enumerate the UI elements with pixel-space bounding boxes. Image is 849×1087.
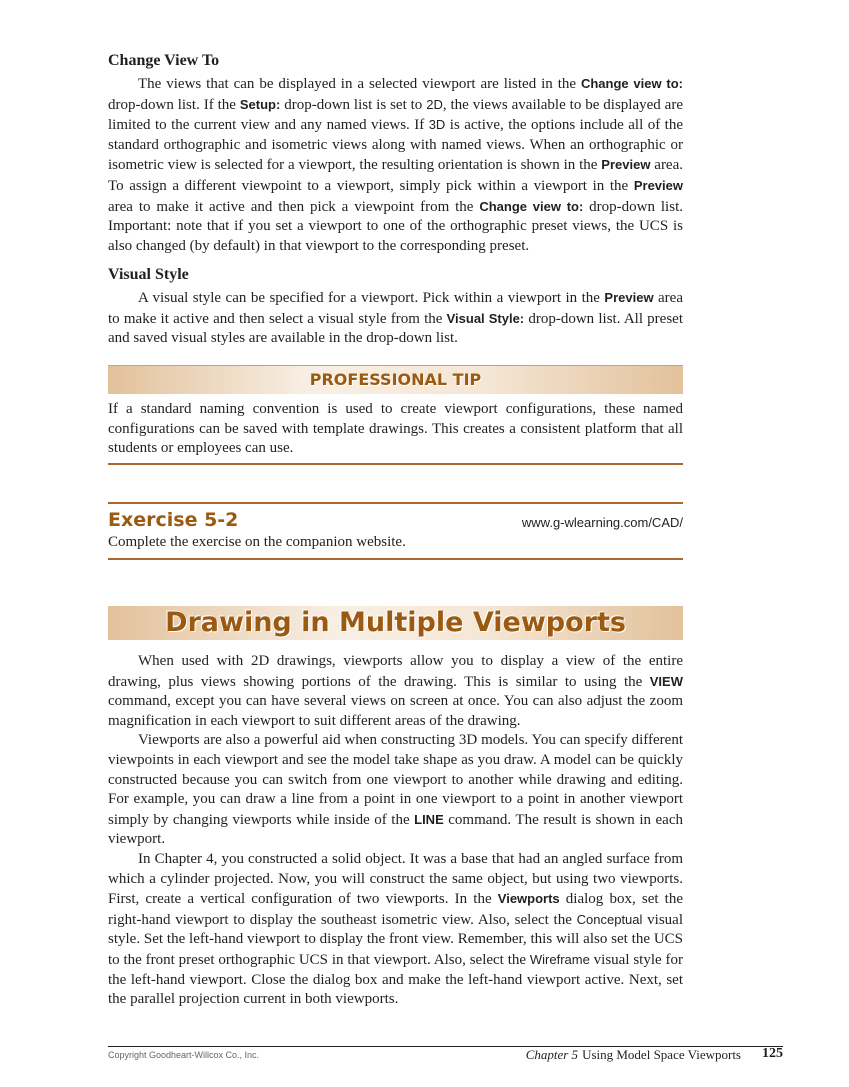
section-title: Drawing in Multiple Viewports — [165, 607, 626, 638]
text-run: is active, the options include all of the standard orthographic and isometric views along with named views. When an orthographic or isometric view is selected for a viewport, the resulting orientation is shown in the — [108, 117, 683, 174]
professional-tip — [108, 365, 683, 465]
paragraph — [108, 652, 683, 731]
text-run: area to make it active and then select a visual style from the — [108, 290, 683, 327]
section-body — [108, 74, 683, 256]
section-heading: Change View To — [108, 52, 220, 69]
main-section — [108, 606, 683, 1010]
copyright: Copyright Goodheart-Willcox Co., Inc. — [108, 1050, 260, 1060]
text-run: area to make it active and then pick a viewpoint from the — [108, 198, 480, 215]
ui-term: Setup: — [239, 96, 281, 112]
text-run: drop-down list. If the — [108, 96, 240, 113]
text-run: The views that can be displayed in a selected viewport are listed in the — [138, 76, 581, 92]
option-term: Wireframe — [529, 951, 590, 967]
ui-term: Change view to: — [479, 198, 584, 214]
exercise-text: Complete the exercise on the companion website. — [108, 534, 406, 550]
paragraph — [108, 731, 683, 850]
text-run: area. To assign a different viewpoint to a viewport, simply pick within a viewport in the — [108, 157, 683, 194]
section-body — [108, 288, 683, 349]
tip-title: PROFESSIONAL TIP — [309, 370, 482, 389]
option-term: Conceptual — [576, 911, 643, 927]
ui-term: Viewports — [497, 891, 560, 907]
page-footer — [108, 1046, 783, 1062]
tip-banner — [108, 365, 683, 394]
text-run: drop-down list is set to — [280, 96, 427, 113]
section-heading: Visual Style — [108, 266, 189, 283]
text-run: command, except you can have several views on screen at once. You can also adjust the zoom magnification in each viewport to suit different areas of the drawing. — [108, 693, 683, 729]
text-run: visual style. Set the left-hand viewport to display the front view. Remember, this will also set the UCS to the front preset orthographic UCS in that viewport. Also, select the — [108, 911, 683, 968]
exercise-link[interactable]: www.g-wlearning.com/CAD/ — [521, 515, 683, 530]
chapter-title: Using Model Space Viewports — [582, 1047, 741, 1062]
paragraph — [108, 288, 683, 349]
text-run: , the views available to be displayed are limited to the current view and any named views. If — [108, 96, 683, 134]
ui-term: LINE — [414, 811, 444, 827]
divider — [108, 463, 683, 465]
paragraph — [108, 850, 683, 1010]
page-number: 125 — [762, 1046, 783, 1061]
exercise-title: Exercise 5-2 — [108, 509, 239, 531]
option-term: 2D — [426, 96, 443, 112]
paragraph — [108, 74, 683, 256]
text-run: dialog box, set the right-hand viewport to display the southeast isometric view. Also, select the — [108, 891, 684, 928]
tip-text: If a standard naming convention is used to create viewport configurations, these named configurations can be saved with template drawings. This creates a consistent platform that all students or employees can use. — [108, 401, 683, 457]
text-run: When used with 2D drawings, viewports allow you to display a view of the entire drawing, plus views showing portions of the drawing. This is similar to using the — [108, 653, 683, 690]
ui-term: Preview — [633, 177, 683, 193]
section-body — [108, 652, 683, 1010]
text-run: Viewports are also a powerful aid when constructing 3D models. You can specify different viewpoints in each viewport and see the model take shape as you draw. A model can be quickly constructed because you can switch from one viewport to another while drawing and editing. For example, you can draw a line from a point in one viewport to a point in another viewport simply by changing viewports while inside of the — [108, 732, 683, 828]
text-run: visual style for the left-hand viewport. Close the dialog box and make the left-hand viewport active. Next, set the parallel projection current in both viewports. — [108, 951, 684, 1008]
text-run: drop-down list. Important: note that if you set a viewport to one of the orthographic preset views, the UCS is also changed (by default) in that viewport to the corresponding preset. — [108, 198, 683, 254]
running-footer — [526, 1047, 741, 1063]
section-title-banner — [108, 606, 683, 640]
ui-term: Change view to: — [580, 76, 683, 91]
option-term: 3D — [428, 117, 446, 133]
section-change-view-to — [108, 52, 683, 256]
section-visual-style — [108, 266, 683, 349]
divider — [108, 558, 683, 560]
text-run: command. The result is shown in each viewport. — [108, 811, 683, 848]
ui-term: Preview — [604, 290, 654, 305]
text-run: A visual style can be specified for a viewport. Pick within a viewport in the — [138, 290, 605, 306]
chapter-label: Chapter 5 — [525, 1047, 579, 1062]
text-run: drop-down list. All preset and saved visual styles are available in the drop-down list. — [108, 310, 683, 347]
exercise-box — [108, 502, 683, 560]
ui-term: Visual Style: — [446, 310, 525, 326]
divider — [108, 502, 683, 504]
text-run: In Chapter 4, you constructed a solid object. It was a base that had an angled surface from which a cylinder projected. Now, you will construct the same object, but using two viewports. First, create a vertical configuration of two viewports. In the — [108, 850, 683, 908]
ui-term: VIEW — [649, 673, 683, 689]
ui-term: Preview — [601, 157, 651, 173]
